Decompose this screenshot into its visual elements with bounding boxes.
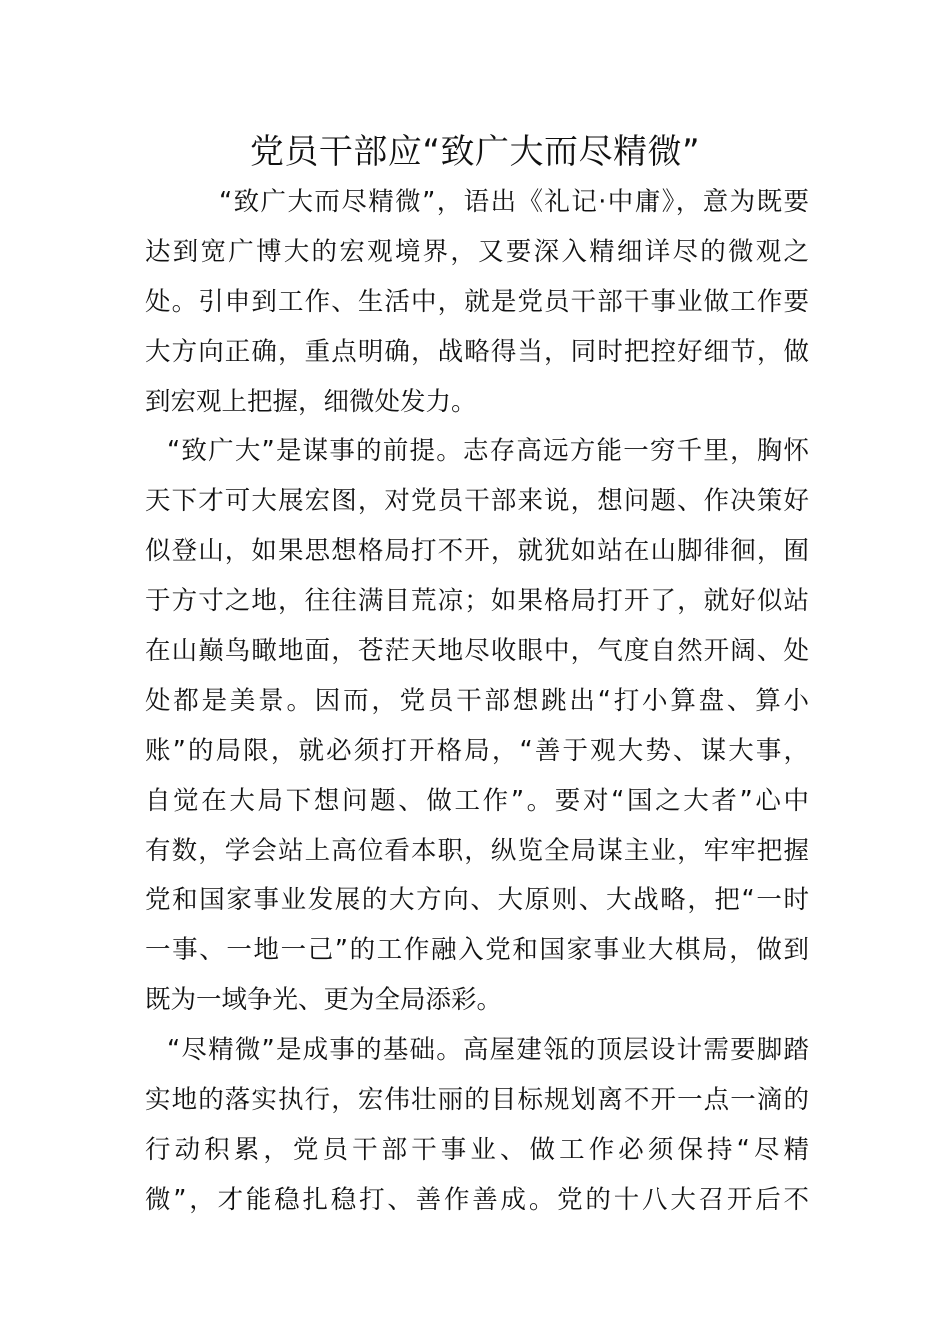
paragraph-1-line-2: 达到宽广博大的宏观境界，又要深入精细详尽的微观之 [145, 236, 809, 267]
paragraph-3-line-2: 实地的落实执行，宏伟壮丽的目标规划离不开一点一滴的 [145, 1085, 809, 1116]
paragraph-1-line-5: 到宏观上把握，细微处发力。 [145, 386, 477, 417]
paragraph-2-line-8: 自觉在大局下想问题、做工作”。要对“国之大者”心中 [145, 785, 809, 816]
paragraph-2-line-6: 处都是美景。因而，党员干部想跳出“打小算盘、算小 [145, 685, 809, 716]
paragraph-1-line-3: 处。引申到工作、生活中，就是党员干部干事业做工作要 [145, 286, 809, 317]
paragraph-2-line-3: 似登山，如果思想格局打不开，就犹如站在山脚徘徊，囿 [145, 536, 809, 567]
document-body [145, 178, 809, 1226]
paragraph-2-line-1: “致广大”是谋事的前提。志存高远方能一穷千里，胸怀 [167, 436, 809, 467]
paragraph-2-line-9: 有数，学会站上高位看本职，纵览全局谋主业，牢牢把握 [145, 835, 809, 866]
paragraph-3-line-4: 微”，才能稳扎稳打、善作善成。党的十八大召开后不 [145, 1184, 809, 1215]
paragraph-3-line-1: “尽精微”是成事的基础。高屋建瓴的顶层设计需要脚踏 [167, 1035, 809, 1066]
paragraph-2-line-5: 在山巅鸟瞰地面，苍茫天地尽收眼中，气度自然开阔、处 [145, 636, 809, 667]
paragraph-2-line-11: 一事、一地一己”的工作融入党和国家事业大棋局，做到 [145, 935, 809, 966]
paragraph-2-line-12: 既为一域争光、更为全局添彩。 [145, 985, 503, 1016]
paragraph-2-line-2: 天下才可大展宏图，对党员干部来说，想问题、作决策好 [145, 486, 809, 517]
paragraph-2-line-7: 账”的局限，就必须打开格局，“善于观大势、谋大事， [145, 735, 809, 766]
page-title: 党员干部应“致广大而尽精微” [249, 132, 701, 172]
paragraph-2-line-4: 于方寸之地，往往满目荒凉；如果格局打开了，就好似站 [145, 586, 809, 617]
paragraph-1-line-4: 大方向正确，重点明确，战略得当，同时把控好细节，做 [145, 336, 809, 367]
paragraph-2-line-10: 党和国家事业发展的大方向、大原则、大战略，把“一时 [145, 885, 809, 916]
paragraph-3-line-3: 行动积累，党员干部干事业、做工作必须保持“尽精 [145, 1134, 809, 1165]
paragraph-1-line-1: “致广大而尽精微”，语出《礼记·中庸》，意为既要 [219, 187, 809, 217]
